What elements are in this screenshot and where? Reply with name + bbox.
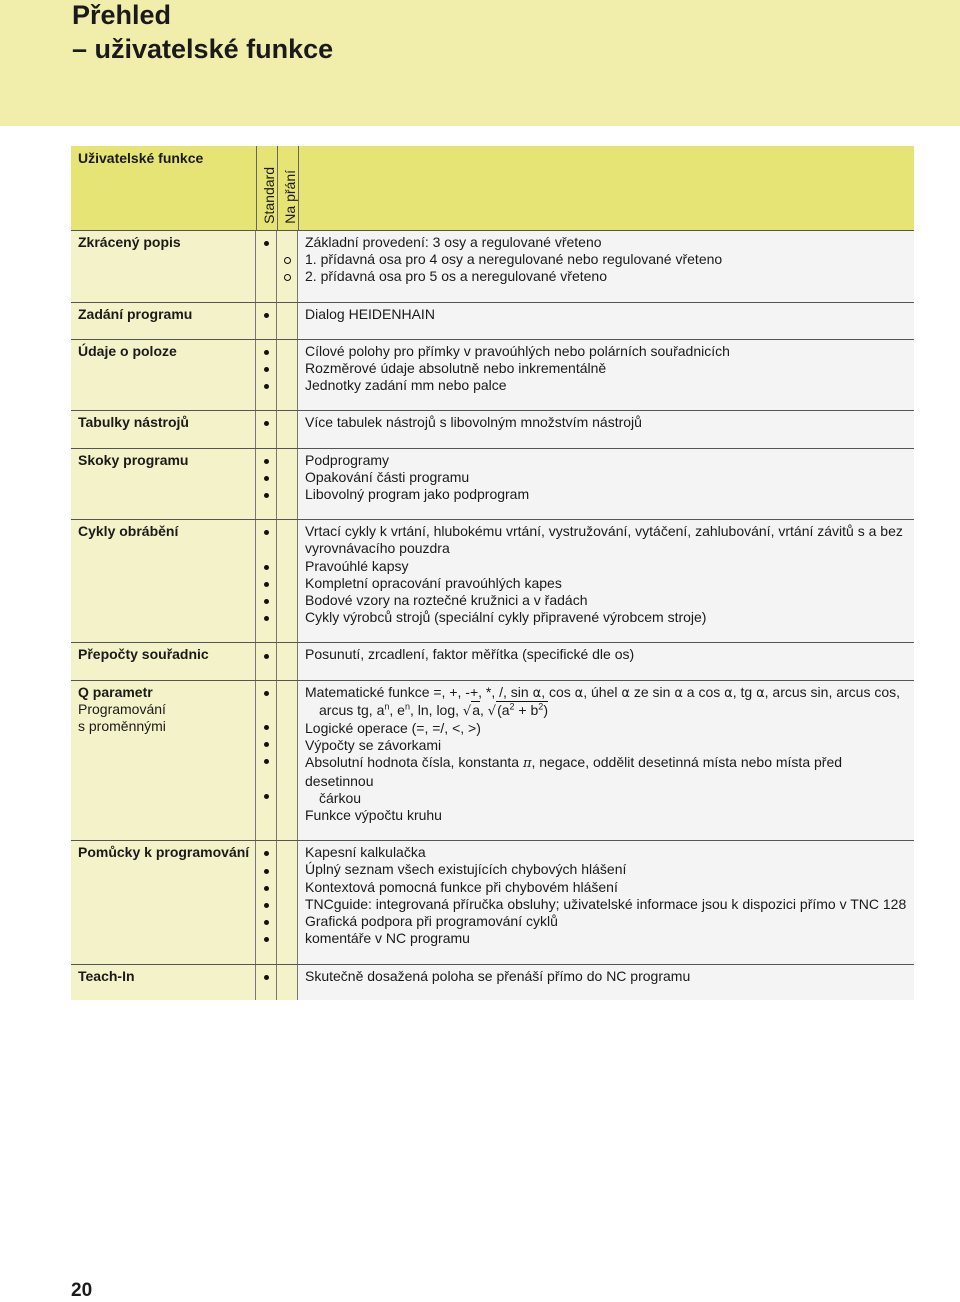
page-title: Přehled [72, 0, 172, 30]
description-line: Funkce výpočtu kruhu [305, 807, 442, 824]
row-description [298, 681, 914, 841]
table-row [71, 340, 914, 412]
standard-dot-icon [264, 851, 269, 856]
alpha-symbol: α [532, 685, 542, 701]
column-divider [277, 146, 278, 230]
description-line: Podprogramy [305, 451, 390, 468]
table-header [71, 146, 914, 231]
description-line: Rozměrové údaje absolutně nebo inkrementálně [305, 360, 607, 377]
sqrt-icon: √ [487, 703, 497, 719]
standard-dot-icon [264, 691, 269, 696]
description-line: Kapesní kalkulačka [305, 844, 426, 861]
description-line: Jednotky zadání mm nebo palce [305, 377, 507, 394]
standard-dot-icon [264, 759, 269, 764]
standard-marks [256, 520, 277, 642]
column-divider [256, 146, 257, 230]
description-line: Libovolný program jako podprogram [305, 486, 530, 503]
standard-dot-icon [264, 530, 269, 535]
optional-marks [277, 340, 298, 411]
description-line: Pravoúhlé kapsy [305, 557, 409, 574]
optional-marks [277, 643, 298, 679]
standard-dot-icon [264, 599, 269, 604]
standard-marks [256, 411, 277, 447]
alpha-symbol: α [674, 685, 683, 701]
row-label: Skoky programu [78, 451, 189, 468]
row-label: Q parametr [78, 683, 153, 700]
header-label: Uživatelské funkce [78, 150, 204, 166]
optional-marks [277, 231, 298, 302]
row-label: Tabulky nástrojů [78, 414, 189, 431]
description-line: Více tabulek nástrojů s libovolným množstvím nástrojů [305, 414, 642, 431]
standard-dot-icon [264, 421, 269, 426]
row-label: Teach-In [78, 967, 135, 984]
table-row [71, 231, 914, 303]
standard-dot-icon [264, 616, 269, 621]
features-table [71, 146, 914, 1000]
optional-marks [277, 449, 298, 520]
optional-marks [277, 965, 298, 1000]
standard-marks [256, 681, 277, 841]
description-line: arcus tg, $a^n$, $e^n$, ln, log, √a, $√(a^2 + b^2)$ [319, 701, 548, 719]
row-label: Cykly obrábění [78, 523, 179, 540]
description-line: čárkou [319, 789, 362, 806]
optional-marks [277, 841, 298, 963]
description-line: Bodové vzory na roztečné kružnici a v řadách [305, 592, 588, 609]
table-row [71, 449, 914, 521]
row-description [298, 340, 914, 411]
description-line: Cykly výrobců strojů (speciální cykly připravené výrobcem stroje) [305, 609, 707, 626]
header-optional: Na přání [282, 170, 298, 224]
alpha-symbol: α [756, 685, 765, 701]
row-label: Zkrácený popis [78, 234, 181, 250]
standard-dot-icon [264, 920, 269, 925]
standard-dot-icon [264, 384, 269, 389]
standard-dot-icon [264, 241, 269, 246]
standard-dot-icon [264, 654, 269, 659]
standard-dot-icon [264, 493, 269, 498]
optional-marks [277, 520, 298, 642]
description-line: Vrtací cykly k vrtání, hlubokému vrtání, vystružování, vytáčení, zahlubování, vrtání závitů s a bez [305, 523, 903, 540]
table-row [71, 841, 914, 964]
standard-dot-icon [264, 975, 269, 980]
standard-dot-icon [264, 313, 269, 318]
row-description [298, 231, 914, 302]
optional-marks [277, 411, 298, 447]
row-description [298, 965, 914, 1000]
description-line: Základní provedení: 3 osy a regulované vřeteno [305, 234, 602, 250]
description-line: Dialog HEIDENHAIN [305, 305, 435, 322]
standard-dot-icon [264, 937, 269, 942]
alpha-symbol: α [574, 685, 584, 701]
column-divider [298, 146, 299, 230]
row-description [298, 643, 914, 679]
description-line: Skutečně dosažená poloha se přenáší přímo do NC programu [305, 967, 691, 984]
alpha-symbol: α [621, 685, 630, 701]
description-line: Cílové polohy pro přímky v pravoúhlých nebo polárních souřadnicích [305, 342, 730, 359]
row-label: Pomůcky k programování [78, 844, 250, 861]
optional-marks [277, 303, 298, 339]
title-band [0, 0, 960, 126]
standard-marks [256, 643, 277, 679]
row-label: Zadání programu [78, 305, 193, 322]
optional-circle-icon [284, 274, 291, 281]
standard-dot-icon [264, 886, 269, 891]
standard-dot-icon [264, 367, 269, 372]
row-description [298, 841, 914, 963]
description-line: Grafická podpora při programování cyklů [305, 913, 558, 930]
standard-marks [256, 231, 277, 302]
row-sublabel: s proměnnými [78, 718, 166, 735]
standard-marks [256, 841, 277, 963]
standard-marks [256, 449, 277, 520]
standard-dot-icon [264, 565, 269, 570]
table-row [71, 965, 914, 1000]
description-line: Matematické funkce =, +, -+, *, /, sin α, cos α, úhel α ze sin α a cos α, tg α, arcus sin, arcus cos, [305, 683, 901, 701]
description-line: Úplný seznam všech existujících chybových hlášení [305, 861, 627, 878]
description-line: Kompletní opracování pravoúhlých kapes [305, 574, 562, 591]
sqrt-icon: √ [462, 703, 472, 719]
row-description [298, 520, 914, 642]
description-line: Posunutí, zrcadlení, faktor měřítka (specifické dle os) [305, 646, 635, 663]
description-line: Kontextová pomocná funkce při chybovém hlášení [305, 878, 618, 895]
pi-symbol: π [522, 756, 532, 772]
standard-marks [256, 340, 277, 411]
standard-dot-icon [264, 350, 269, 355]
standard-dot-icon [264, 903, 269, 908]
row-sublabel: Programování [78, 700, 166, 717]
description-line: 1. přídavná osa pro 4 osy a neregulované nebo regulované vřeteno [305, 251, 723, 268]
description-line: vyrovnávacího pouzdra [305, 540, 450, 557]
standard-dot-icon [264, 459, 269, 464]
description-line: TNCguide: integrovaná příručka obsluhy; uživatelské informace jsou k dispozici přímo v TNC 128 [305, 895, 907, 912]
row-label: Údaje o poloze [78, 342, 177, 359]
table-row [71, 303, 914, 340]
standard-dot-icon [264, 582, 269, 587]
table-row [71, 643, 914, 680]
table-row [71, 681, 914, 842]
standard-marks [256, 303, 277, 339]
description-line: Výpočty se závorkami [305, 737, 442, 754]
description-line: komentáře v NC programu [305, 930, 470, 947]
optional-circle-icon [284, 257, 291, 264]
description-line: Opakování části programu [305, 468, 470, 485]
optional-marks [277, 681, 298, 841]
page-number: 20 [71, 1280, 93, 1301]
row-description [298, 411, 914, 447]
row-description [298, 303, 914, 339]
table-row [71, 411, 914, 448]
standard-dot-icon [264, 869, 269, 874]
standard-marks [256, 965, 277, 1000]
standard-dot-icon [264, 794, 269, 799]
table-row [71, 520, 914, 643]
standard-dot-icon [264, 742, 269, 747]
standard-dot-icon [264, 476, 269, 481]
standard-dot-icon [264, 725, 269, 730]
page-subtitle: – uživatelské funkce [72, 34, 334, 64]
description-line: Absolutní hodnota čísla, konstanta π, negace, oddělit desetinná místa nebo místa před desetinnou [305, 754, 843, 789]
row-label: Přepočty souřadnic [78, 646, 209, 663]
row-description [298, 449, 914, 520]
header-standard: Standard [261, 167, 277, 224]
description-line: 2. přídavná osa pro 5 os a neregulované vřeteno [305, 268, 607, 285]
description-line: Logické operace (=, =/, <, >) [305, 720, 481, 737]
alpha-symbol: α [724, 685, 733, 701]
